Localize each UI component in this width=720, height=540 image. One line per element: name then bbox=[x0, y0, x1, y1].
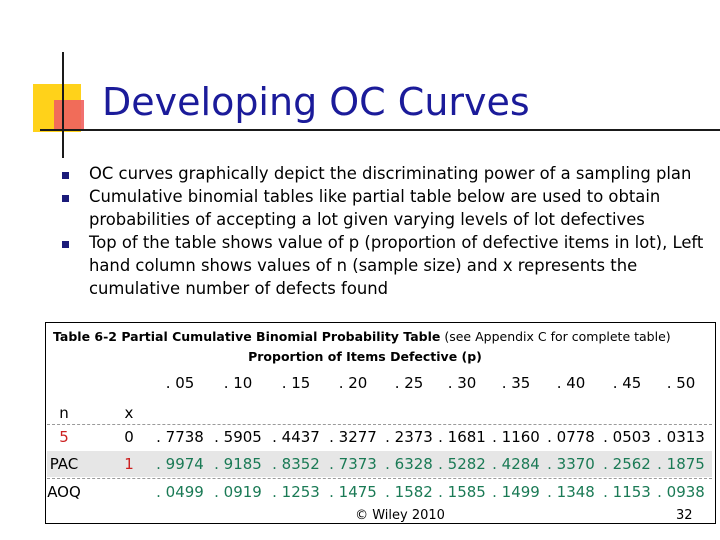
bullet-text: Top of the table shows value of p (proportion of defective items in lot), Left hand column shows values of n (sample size) and x represents the cumulative number of defects found bbox=[89, 233, 704, 298]
table-cell: . 2562 bbox=[603, 455, 651, 473]
p-value-header: . 10 bbox=[223, 374, 253, 392]
table-nx-header-row bbox=[0, 404, 720, 426]
slide-title: Developing OC Curves bbox=[102, 80, 530, 124]
bullet-square-icon bbox=[62, 195, 69, 202]
table-cell: . 1499 bbox=[492, 483, 540, 501]
table-cell: . 1253 bbox=[272, 483, 320, 501]
bullet-square-icon bbox=[62, 241, 69, 248]
table-cell: . 0778 bbox=[547, 428, 595, 446]
p-value-header: . 05 bbox=[165, 374, 195, 392]
table-cell: . 0499 bbox=[156, 483, 204, 501]
p-value-header: . 50 bbox=[666, 374, 696, 392]
table-cell: . 4437 bbox=[272, 428, 320, 446]
table-cell: . 9974 bbox=[156, 455, 204, 473]
title-deco-vertical-line bbox=[62, 52, 64, 158]
table-cell: . 1585 bbox=[438, 483, 486, 501]
table-cell: . 5905 bbox=[214, 428, 262, 446]
row-x-value: 1 bbox=[124, 455, 134, 473]
table-divider bbox=[47, 424, 712, 425]
table-caption bbox=[53, 329, 671, 344]
table-cell: . 1475 bbox=[329, 483, 377, 501]
table-cell: . 5282 bbox=[438, 455, 486, 473]
bullet-item bbox=[62, 162, 712, 185]
table-row bbox=[0, 428, 720, 450]
table-cell: . 0313 bbox=[657, 428, 705, 446]
p-value-header: . 45 bbox=[612, 374, 642, 392]
table-header-row bbox=[0, 374, 720, 396]
p-value-header: . 40 bbox=[556, 374, 586, 392]
row-x-value: 0 bbox=[124, 428, 134, 446]
table-divider bbox=[47, 478, 712, 479]
table-cell: . 7373 bbox=[329, 455, 377, 473]
bullet-item bbox=[62, 185, 712, 231]
table-cell: . 1153 bbox=[603, 483, 651, 501]
p-value-header: . 15 bbox=[281, 374, 311, 392]
table-subcaption: Proportion of Items Defective (p) bbox=[248, 349, 482, 364]
title-deco-red-square bbox=[54, 100, 84, 130]
table-cell: . 7738 bbox=[156, 428, 204, 446]
table-cell: . 1348 bbox=[547, 483, 595, 501]
p-value-header: . 25 bbox=[394, 374, 424, 392]
table-row bbox=[0, 483, 720, 505]
table-caption-bold: Table 6-2 Partial Cumulative Binomial Probability Table bbox=[53, 329, 441, 344]
table-row bbox=[0, 455, 720, 477]
title-underline bbox=[40, 129, 720, 131]
p-value-header: . 35 bbox=[501, 374, 531, 392]
table-caption-note: (see Appendix C for complete table) bbox=[440, 329, 671, 344]
bullet-list bbox=[62, 162, 712, 300]
table-cell: . 0919 bbox=[214, 483, 262, 501]
row-label: 5 bbox=[59, 428, 69, 446]
table-cell: . 1160 bbox=[492, 428, 540, 446]
table-cell: . 4284 bbox=[492, 455, 540, 473]
bullet-item bbox=[62, 231, 712, 300]
p-value-header: . 30 bbox=[447, 374, 477, 392]
row-label: PAC bbox=[49, 455, 79, 473]
row-label: AOQ bbox=[47, 483, 81, 501]
table-cell: . 8352 bbox=[272, 455, 320, 473]
table-cell: . 1582 bbox=[385, 483, 433, 501]
bullet-square-icon bbox=[62, 172, 69, 179]
table-cell: . 1681 bbox=[438, 428, 486, 446]
table-cell: . 1875 bbox=[657, 455, 705, 473]
table-cell: . 0503 bbox=[603, 428, 651, 446]
page-number: 32 bbox=[676, 508, 693, 523]
table-cell: . 3370 bbox=[547, 455, 595, 473]
table-cell: . 0938 bbox=[657, 483, 705, 501]
bullet-text: OC curves graphically depict the discriminating power of a sampling plan bbox=[89, 164, 692, 183]
copyright-footer: © Wiley 2010 bbox=[355, 508, 445, 523]
n-column-header: n bbox=[59, 404, 69, 422]
table-cell: . 9185 bbox=[214, 455, 262, 473]
table-cell: . 6328 bbox=[385, 455, 433, 473]
table-cell: . 3277 bbox=[329, 428, 377, 446]
x-column-header: x bbox=[124, 404, 134, 422]
bullet-text: Cumulative binomial tables like partial table below are used to obtain probabilities of accepting a lot given varying levels of lot defectives bbox=[89, 187, 661, 229]
table-cell: . 2373 bbox=[385, 428, 433, 446]
p-value-header: . 20 bbox=[338, 374, 368, 392]
